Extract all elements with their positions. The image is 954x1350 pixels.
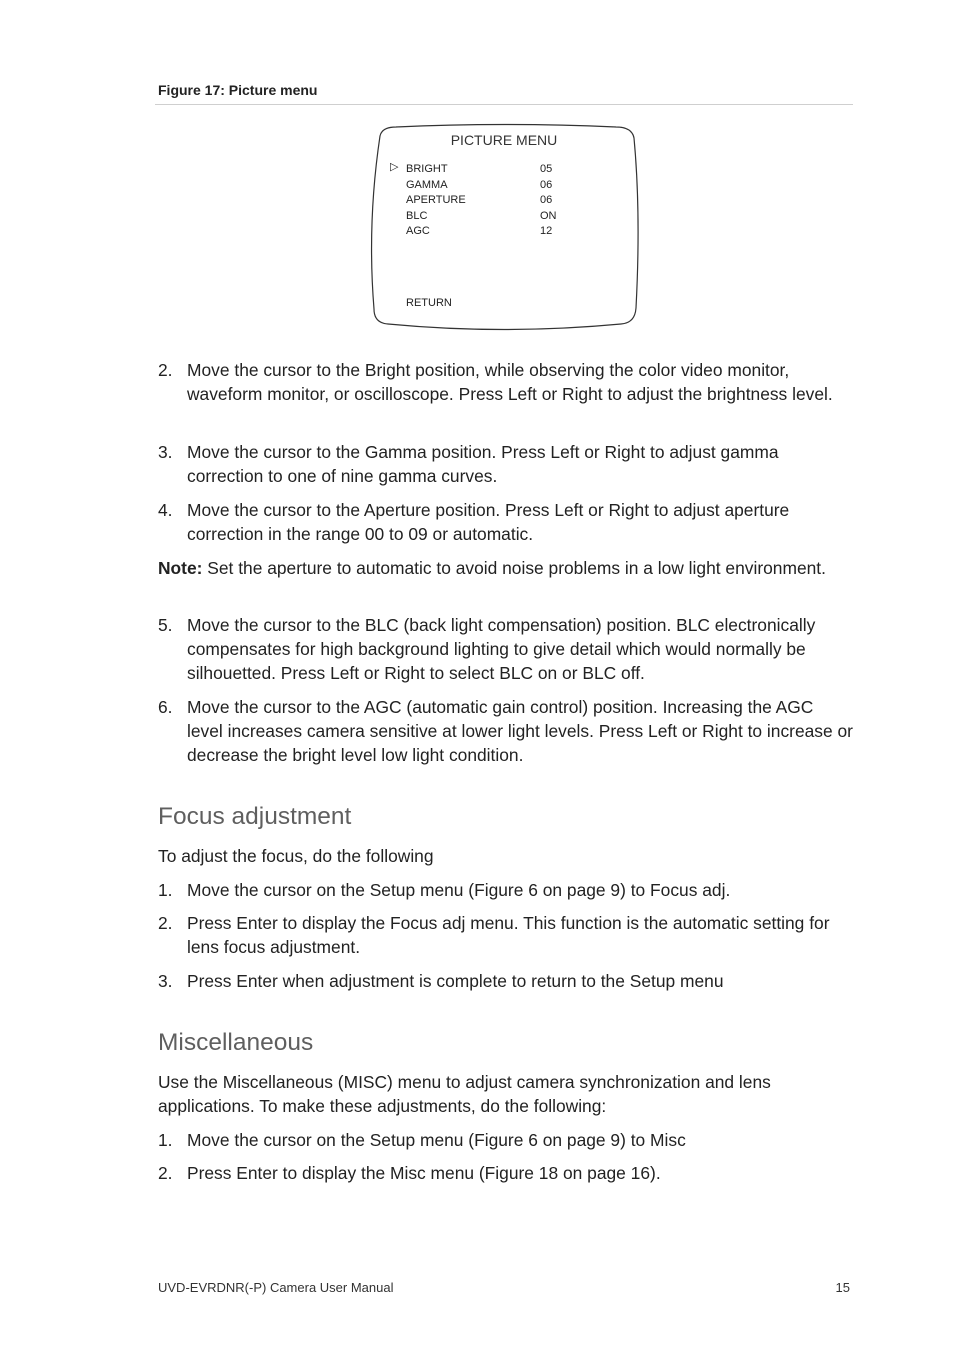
section-heading-focus: Focus adjustment	[158, 803, 352, 830]
menu-row-agc	[366, 225, 642, 240]
picture-menu-screen	[366, 123, 642, 333]
list-text: Move the cursor on the Setup menu (Figure 6 on page 9) to Misc	[187, 1130, 686, 1150]
screen-title: PICTURE MENU	[450, 132, 558, 148]
list-item	[158, 613, 853, 685]
list-number: 4.	[158, 500, 173, 520]
menu-row-value: 06	[540, 194, 553, 206]
list-text: Move the cursor to the AGC (automatic gain control) position. Increasing the AGC level increases camera sensitive at lower light levels. Press Left or Right to increase or decrease the bright level low light condition.	[187, 697, 853, 765]
list-text: Move the cursor to the Gamma position. Press Left or Right to adjust gamma correction to one of nine gamma curves.	[187, 442, 779, 486]
menu-row-label: APERTURE	[406, 194, 466, 206]
list-number: 6.	[158, 697, 173, 717]
menu-row-value: ON	[540, 209, 557, 222]
note-label: Note:	[158, 558, 203, 578]
list-text: Move the cursor to the Bright position, while observing the color video monitor, waveform monitor, or oscilloscope. Press Left or Right to adjust the brightness level.	[187, 360, 833, 404]
menu-row-label: GAMMA	[406, 178, 448, 191]
list-text: Move the cursor on the Setup menu (Figure 6 on page 9) to Focus adj.	[187, 880, 731, 900]
list-text: Move the cursor to the Aperture position. Press Left or Right to adjust aperture correction in the range 00 to 09 or automatic.	[187, 500, 790, 544]
figure-caption: Figure 17: Picture menu	[158, 82, 318, 98]
list-item	[158, 911, 853, 959]
menu-row-value: 12	[540, 225, 553, 237]
caption-divider	[155, 104, 853, 105]
list-number: 3.	[158, 442, 173, 462]
list-text: Move the cursor to the BLC (back light compensation) position. BLC electronically compensates for high background lighting to give detail which would normally be silhouetted. Press Left or Right to select BLC on or BLC off.	[187, 615, 816, 683]
menu-row-label: BRIGHT	[406, 163, 448, 175]
list-number: 2.	[158, 913, 173, 933]
list-item	[158, 358, 853, 406]
menu-row-label: BLC	[406, 209, 428, 222]
list-item	[158, 1128, 853, 1152]
focus-intro: To adjust the focus, do the following	[158, 846, 434, 866]
section-heading-misc: Miscellaneous	[158, 1029, 314, 1056]
menu-row-gamma	[366, 179, 642, 194]
list-item	[158, 1161, 853, 1185]
menu-row-value: 06	[540, 178, 553, 191]
list-item	[158, 498, 853, 546]
list-number: 2.	[158, 360, 173, 380]
note-paragraph	[158, 556, 853, 580]
menu-row-aperture	[366, 194, 642, 209]
misc-intro: Use the Miscellaneous (MISC) menu to adjust camera synchronization and lens applications. To make these adjustments, do the following:	[158, 1072, 771, 1116]
list-item	[158, 878, 853, 902]
list-number: 1.	[158, 1130, 173, 1150]
list-number: 5.	[158, 615, 173, 635]
footer-page-number: 15	[835, 1280, 850, 1295]
return-label: RETURN	[406, 297, 452, 309]
list-item	[158, 969, 853, 993]
note-text: Set the aperture to automatic to avoid noise problems in a low light environment.	[202, 558, 826, 578]
menu-row-value: 05	[540, 163, 553, 175]
list-text: Press Enter to display the Focus adj menu. This function is the automatic setting for lens focus adjustment.	[187, 913, 830, 957]
list-item	[158, 695, 853, 767]
list-number: 2.	[158, 1163, 173, 1183]
right-triangle-outline-icon: ▷	[390, 161, 399, 173]
list-text: Press Enter when adjustment is complete to return to the Setup menu	[187, 971, 724, 991]
list-text: Press Enter to display the Misc menu (Figure 18 on page 16).	[187, 1163, 661, 1183]
menu-row-bright	[366, 163, 642, 178]
list-item	[158, 440, 853, 488]
footer-manual-title: UVD-EVRDNR(-P) Camera User Manual	[158, 1280, 394, 1295]
list-number: 3.	[158, 971, 173, 991]
menu-row-blc	[366, 210, 642, 225]
menu-row-label: AGC	[406, 225, 430, 237]
list-number: 1.	[158, 880, 173, 900]
